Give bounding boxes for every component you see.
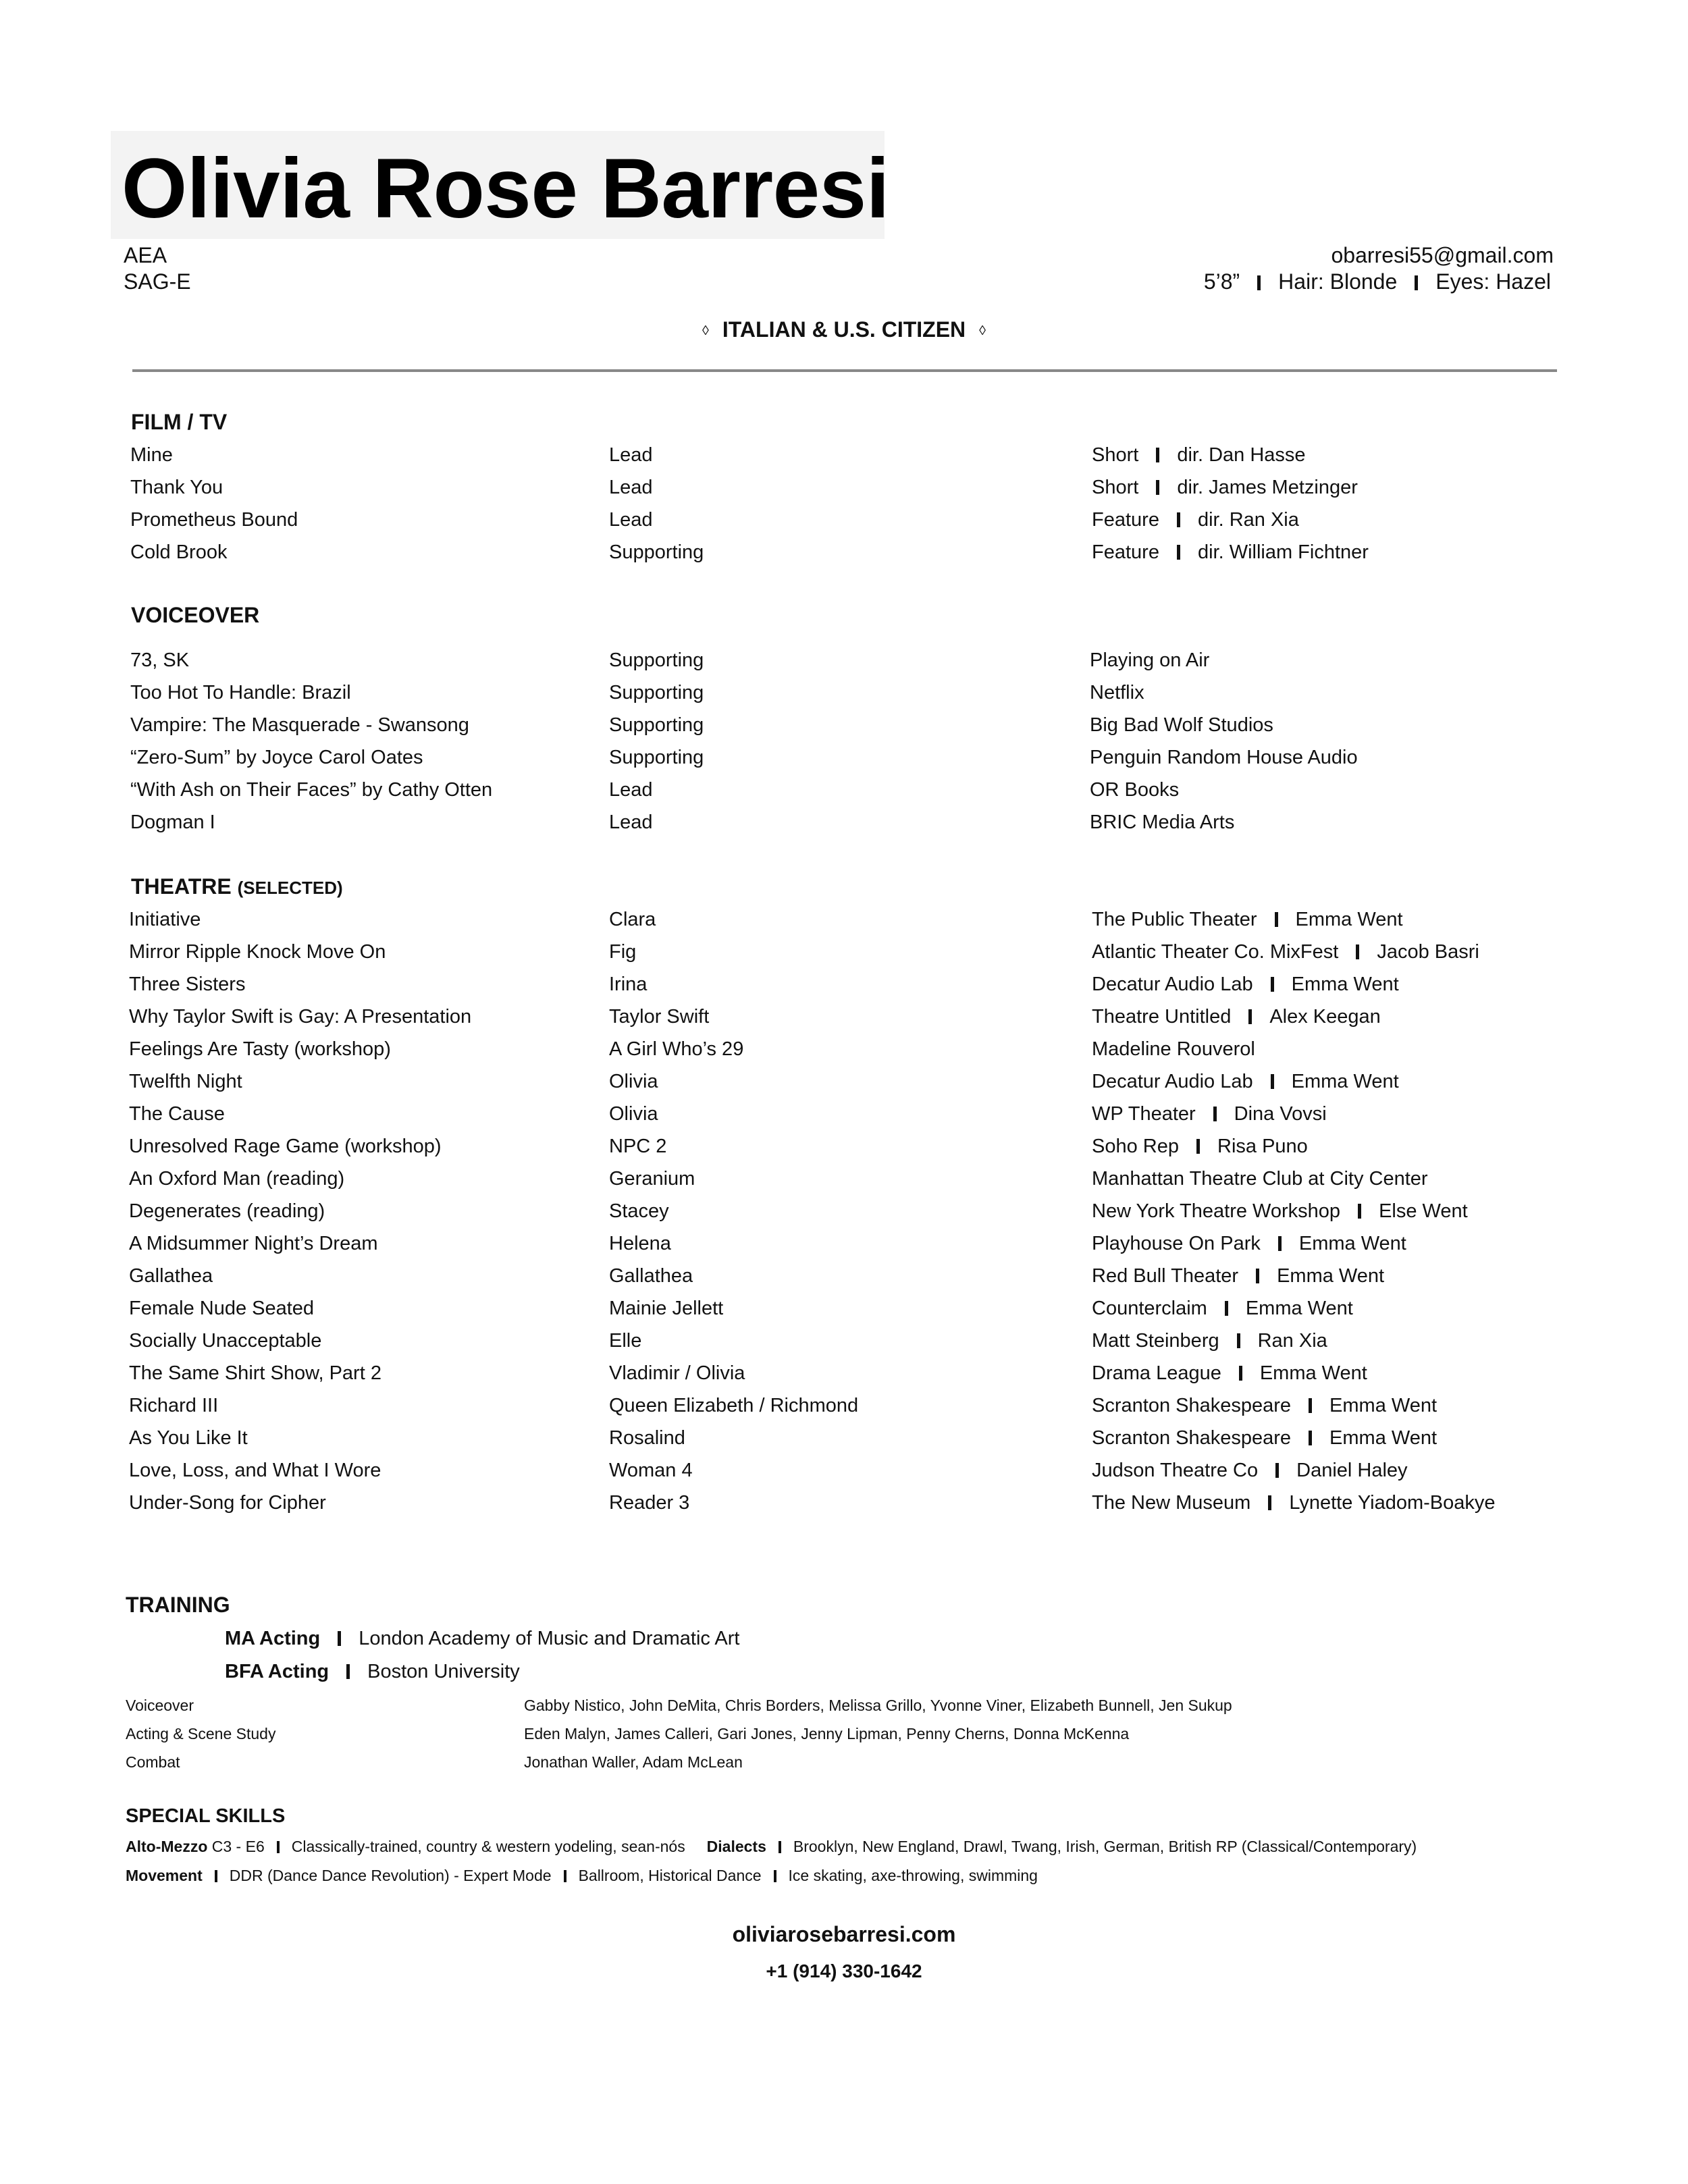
theatre-venue: New York Theatre Workshop: [1092, 1200, 1341, 1222]
theatre-row: [0, 1262, 1688, 1295]
skills-line-movement: [126, 1865, 1038, 1886]
theatre-row: [0, 1295, 1688, 1327]
voiceover-row: [0, 647, 1688, 679]
theatre-title: Twelfth Night: [129, 1071, 242, 1092]
degree-name: MA Acting: [225, 1628, 321, 1649]
theatre-venue: Decatur Audio Lab: [1092, 1071, 1253, 1092]
header-divider: [132, 369, 1557, 372]
theatre-title: Initiative: [129, 909, 201, 930]
theatre-credit: [1092, 1262, 1384, 1289]
email-link[interactable]: obarresi55@gmail.com: [1331, 243, 1554, 267]
theatre-title: The Cause: [129, 1103, 225, 1125]
training-teachers: Gabby Nistico, John DeMita, Chris Borders, Melissa Grillo, Yvonne Viner, Elizabeth Bunnell, Jen Sukup: [524, 1697, 1232, 1714]
theatre-role: Elle: [609, 1330, 642, 1352]
eyes-value: Eyes: Hazel: [1435, 269, 1551, 294]
theatre-director: Jacob Basri: [1377, 941, 1479, 963]
theatre-director: Emma Went: [1295, 909, 1403, 930]
theatre-row: [0, 1100, 1688, 1133]
film-row: [0, 474, 1688, 506]
theatre-role: Olivia: [609, 1071, 658, 1092]
theatre-credit: [1092, 1100, 1327, 1127]
separator: [346, 1664, 350, 1679]
voiceover-title: Too Hot To Handle: Brazil: [130, 682, 351, 703]
theatre-row: [0, 1198, 1688, 1230]
separator: [1177, 512, 1180, 527]
theatre-venue: Red Bull Theater: [1092, 1265, 1239, 1287]
theatre-venue: Playhouse On Park: [1092, 1233, 1261, 1254]
film-tv-heading: FILM / TV: [131, 410, 228, 434]
degree-name: BFA Acting: [225, 1661, 329, 1682]
separator: [1309, 1398, 1312, 1413]
theatre-title: Female Nude Seated: [129, 1298, 315, 1319]
film-role: Lead: [609, 444, 653, 466]
separator: [1415, 275, 1418, 290]
theatre-title: A Midsummer Night’s Dream: [129, 1233, 378, 1254]
theatre-venue: Manhattan Theatre Club at City Center: [1092, 1168, 1428, 1190]
theatre-venue: The New Museum: [1092, 1492, 1251, 1514]
theatre-credit: [1092, 1457, 1408, 1484]
theatre-row: [0, 1165, 1688, 1198]
film-credit: [1092, 539, 1369, 566]
theatre-role: Helena: [609, 1233, 671, 1254]
separator: [1309, 1431, 1312, 1445]
movement-skill: Ballroom, Historical Dance: [578, 1867, 762, 1884]
theatre-director: Else Went: [1379, 1200, 1468, 1222]
theatre-role: Mainie Jellett: [609, 1298, 724, 1319]
theatre-row: [0, 1068, 1688, 1100]
separator: [779, 1841, 781, 1853]
separator: [1356, 944, 1359, 959]
skill-label: Dialects: [706, 1838, 766, 1855]
theatre-role: Rosalind: [609, 1427, 685, 1449]
voiceover-company: Big Bad Wolf Studios: [1090, 714, 1273, 736]
theatre-subheading: (SELECTED): [237, 878, 343, 898]
training-degree-row: [225, 1628, 739, 1650]
skill-label: Movement: [126, 1867, 203, 1884]
theatre-director: Emma Went: [1298, 1233, 1406, 1254]
separator: [1248, 1009, 1252, 1024]
theatre-title: Unresolved Rage Game (workshop): [129, 1136, 442, 1157]
theatre-director: Emma Went: [1245, 1298, 1353, 1319]
theatre-role: Fig: [609, 941, 637, 963]
theatre-heading: [131, 874, 343, 899]
theatre-credit: [1092, 1230, 1406, 1257]
theatre-row: [0, 971, 1688, 1003]
theatre-venue: WP Theater: [1092, 1103, 1196, 1125]
voiceover-title: “With Ash on Their Faces” by Cathy Otten: [130, 779, 493, 801]
training-area: Combat: [126, 1753, 180, 1771]
training-area: Acting & Scene Study: [126, 1725, 276, 1742]
voiceover-row: [0, 744, 1688, 776]
theatre-venue: Scranton Shakespeare: [1092, 1427, 1292, 1449]
theatre-title: Why Taylor Swift is Gay: A Presentation: [129, 1006, 472, 1028]
theatre-venue: Scranton Shakespeare: [1092, 1395, 1292, 1416]
separator: [338, 1631, 341, 1646]
theatre-row: [0, 1327, 1688, 1360]
separator: [1237, 1333, 1240, 1348]
separator: [1271, 1074, 1274, 1089]
film-role: Lead: [609, 509, 653, 531]
theatre-title: The Same Shirt Show, Part 2: [129, 1362, 381, 1384]
theatre-venue: Theatre Untitled: [1092, 1006, 1232, 1028]
theatre-role: NPC 2: [609, 1136, 667, 1157]
theatre-venue: Madeline Rouverol: [1092, 1038, 1255, 1060]
film-role: Lead: [609, 477, 653, 498]
theatre-role: Irina: [609, 974, 648, 995]
theatre-director: Emma Went: [1329, 1395, 1438, 1416]
training-degree-row: [225, 1661, 520, 1683]
voiceover-row: [0, 776, 1688, 809]
theatre-credit: [1092, 1327, 1327, 1354]
film-director: dir. William Fichtner: [1197, 541, 1369, 563]
separator: [1275, 912, 1278, 927]
theatre-credit: [1092, 1003, 1381, 1030]
theatre-credit: [1092, 971, 1399, 998]
voiceover-company: Netflix: [1090, 682, 1144, 703]
theatre-venue: Decatur Audio Lab: [1092, 974, 1253, 995]
separator: [1213, 1107, 1217, 1121]
theatre-venue: Matt Steinberg: [1092, 1330, 1219, 1352]
film-credit: [1092, 474, 1358, 501]
theatre-director: Emma Went: [1259, 1362, 1367, 1384]
union-sag: SAG-E: [124, 269, 191, 294]
voiceover-role: Lead: [609, 779, 653, 801]
theatre-credit: [1092, 1198, 1468, 1225]
hair-value: Hair: Blonde: [1278, 269, 1398, 294]
theatre-title: Gallathea: [129, 1265, 213, 1287]
voiceover-title: “Zero-Sum” by Joyce Carol Oates: [130, 747, 423, 768]
theatre-title: Three Sisters: [129, 974, 246, 995]
film-type: Short: [1092, 477, 1139, 498]
theatre-credit: [1092, 1392, 1437, 1419]
separator: [1278, 1236, 1282, 1251]
separator: [1196, 1139, 1200, 1154]
diamond-icon: ◊: [702, 323, 709, 339]
diamond-icon: ◊: [979, 323, 986, 339]
theatre-director: Ran Xia: [1257, 1330, 1327, 1352]
separator: [1225, 1301, 1228, 1316]
voiceover-company: OR Books: [1090, 779, 1180, 801]
skill-label: Alto-Mezzo: [126, 1838, 208, 1855]
theatre-title: Socially Unacceptable: [129, 1330, 322, 1352]
voiceover-heading: VOICEOVER: [131, 603, 260, 627]
theatre-director: Alex Keegan: [1269, 1006, 1381, 1028]
theatre-heading-text: THEATRE: [131, 874, 232, 899]
voiceover-title: Dogman I: [130, 811, 215, 833]
theatre-row: [0, 1133, 1688, 1165]
theatre-credit: [1092, 1360, 1367, 1387]
separator: [1271, 977, 1274, 992]
skills-line-voice-dialects: [126, 1836, 1417, 1857]
theatre-row: [0, 1489, 1688, 1522]
voiceover-row: [0, 679, 1688, 712]
theatre-role: Gallathea: [609, 1265, 693, 1287]
theatre-director: Emma Went: [1291, 1071, 1399, 1092]
theatre-row: [0, 1003, 1688, 1036]
separator: [564, 1870, 566, 1882]
film-title: Thank You: [130, 477, 223, 498]
film-row: [0, 539, 1688, 571]
theatre-director: Risa Puno: [1217, 1136, 1308, 1157]
voiceover-company: BRIC Media Arts: [1090, 811, 1235, 833]
movement-skill: Ice skating, axe-throwing, swimming: [788, 1867, 1038, 1884]
training-heading: TRAINING: [126, 1593, 230, 1617]
theatre-role: Clara: [609, 909, 656, 930]
film-type: Short: [1092, 444, 1139, 466]
theatre-row: [0, 1036, 1688, 1068]
theatre-role: Woman 4: [609, 1460, 693, 1481]
voiceover-role: Supporting: [609, 714, 704, 736]
theatre-title: Degenerates (reading): [129, 1200, 325, 1222]
website-link[interactable]: oliviarosebarresi.com: [732, 1922, 956, 1946]
theatre-role: Stacey: [609, 1200, 669, 1222]
citizenship-text: ITALIAN & U.S. CITIZEN: [722, 317, 966, 342]
film-title: Cold Brook: [130, 541, 228, 563]
separator: [1257, 275, 1261, 290]
film-director: dir. James Metzinger: [1177, 477, 1358, 498]
theatre-director: Lynette Yiadom-Boakye: [1289, 1492, 1496, 1514]
separator: [1358, 1204, 1361, 1219]
separator: [277, 1841, 280, 1853]
phone-number[interactable]: +1 (914) 330-1642: [766, 1961, 922, 1981]
film-type: Feature: [1092, 541, 1159, 563]
theatre-title: Feelings Are Tasty (workshop): [129, 1038, 391, 1060]
theatre-credit: [1092, 1068, 1399, 1095]
theatre-title: Under-Song for Cipher: [129, 1492, 326, 1514]
film-row: [0, 442, 1688, 474]
theatre-role: Olivia: [609, 1103, 658, 1125]
theatre-credit: [1092, 1489, 1496, 1516]
theatre-venue: Judson Theatre Co: [1092, 1460, 1259, 1481]
separator: [1256, 1269, 1259, 1283]
theatre-role: Geranium: [609, 1168, 695, 1190]
theatre-venue: Drama League: [1092, 1362, 1221, 1384]
theatre-director: Emma Went: [1291, 974, 1399, 995]
theatre-title: Mirror Ripple Knock Move On: [129, 941, 386, 963]
voiceover-role: Supporting: [609, 747, 704, 768]
theatre-director: Dina Vovsi: [1234, 1103, 1327, 1125]
voiceover-company: Playing on Air: [1090, 649, 1210, 671]
physical-stats: [1204, 268, 1551, 295]
theatre-role: Reader 3: [609, 1492, 690, 1514]
training-teachers: Jonathan Waller, Adam McLean: [524, 1753, 743, 1771]
theatre-row: [0, 938, 1688, 971]
film-title: Prometheus Bound: [130, 509, 298, 531]
theatre-venue: Soho Rep: [1092, 1136, 1179, 1157]
union-aea: AEA: [124, 243, 167, 267]
voiceover-title: 73, SK: [130, 649, 190, 671]
film-director: dir. Dan Hasse: [1177, 444, 1306, 466]
training-teachers: Eden Malyn, James Calleri, Gari Jones, Jenny Lipman, Penny Cherns, Donna McKenna: [524, 1725, 1130, 1742]
theatre-row: [0, 1392, 1688, 1424]
voiceover-row: [0, 712, 1688, 744]
film-row: [0, 506, 1688, 539]
voiceover-row: [0, 809, 1688, 841]
separator: [1156, 480, 1159, 495]
theatre-venue: Atlantic Theater Co. MixFest: [1092, 941, 1339, 963]
degree-school: London Academy of Music and Dramatic Art: [359, 1628, 740, 1649]
theatre-row: [0, 1230, 1688, 1262]
voiceover-company: Penguin Random House Audio: [1090, 747, 1358, 768]
movement-skill: DDR (Dance Dance Revolution) - Expert Mode: [229, 1867, 552, 1884]
theatre-role: A Girl Who’s 29: [609, 1038, 744, 1060]
separator: [1275, 1463, 1279, 1478]
separator: [1156, 448, 1159, 462]
theatre-director: Daniel Haley: [1296, 1460, 1408, 1481]
skills-heading: SPECIAL SKILLS: [126, 1805, 286, 1827]
dialect-skills: Brooklyn, New England, Drawl, Twang, Irish, German, British RP (Classical/Contemporary): [793, 1838, 1417, 1855]
theatre-venue: The Public Theater: [1092, 909, 1257, 930]
theatre-row: [0, 1457, 1688, 1489]
theatre-title: An Oxford Man (reading): [129, 1168, 345, 1190]
film-type: Feature: [1092, 509, 1159, 531]
theatre-title: Richard III: [129, 1395, 219, 1416]
film-title: Mine: [130, 444, 173, 466]
film-credit: [1092, 442, 1306, 469]
theatre-role: Vladimir / Olivia: [609, 1362, 745, 1384]
theatre-title: As You Like It: [129, 1427, 248, 1449]
theatre-title: Love, Loss, and What I Wore: [129, 1460, 381, 1481]
voiceover-role: Lead: [609, 811, 653, 833]
degree-school: Boston University: [367, 1661, 520, 1682]
theatre-row: [0, 1360, 1688, 1392]
theatre-row: [0, 906, 1688, 938]
theatre-credit: [1092, 1133, 1308, 1160]
voiceover-title: Vampire: The Masquerade - Swansong: [130, 714, 469, 736]
theatre-credit: [1092, 1424, 1437, 1451]
theatre-venue: Counterclaim: [1092, 1298, 1207, 1319]
separator: [215, 1870, 217, 1882]
theatre-role: Queen Elizabeth / Richmond: [609, 1395, 859, 1416]
theatre-credit: [1092, 938, 1479, 965]
separator: [774, 1870, 776, 1882]
theatre-row: [0, 1424, 1688, 1457]
training-area: Voiceover: [126, 1697, 194, 1714]
height-value: 5’8”: [1203, 269, 1240, 294]
film-role: Supporting: [609, 541, 704, 563]
vocal-range: C3 - E6: [211, 1838, 265, 1855]
theatre-director: Emma Went: [1329, 1427, 1438, 1449]
theatre-credit: [1092, 906, 1403, 933]
theatre-credit: [1092, 1295, 1353, 1322]
film-credit: [1092, 506, 1299, 533]
separator: [1177, 545, 1180, 560]
singing-skills: Classically-trained, country & western yodeling, sean-nós: [291, 1838, 685, 1855]
theatre-role: Taylor Swift: [609, 1006, 710, 1028]
film-director: dir. Ran Xia: [1197, 509, 1299, 531]
citizenship-line: [0, 317, 1688, 342]
page-title: Olivia Rose Barresi: [122, 142, 889, 236]
theatre-director: Emma Went: [1277, 1265, 1385, 1287]
separator: [1239, 1366, 1242, 1381]
voiceover-role: Supporting: [609, 682, 704, 703]
separator: [1268, 1495, 1271, 1510]
voiceover-role: Supporting: [609, 649, 704, 671]
